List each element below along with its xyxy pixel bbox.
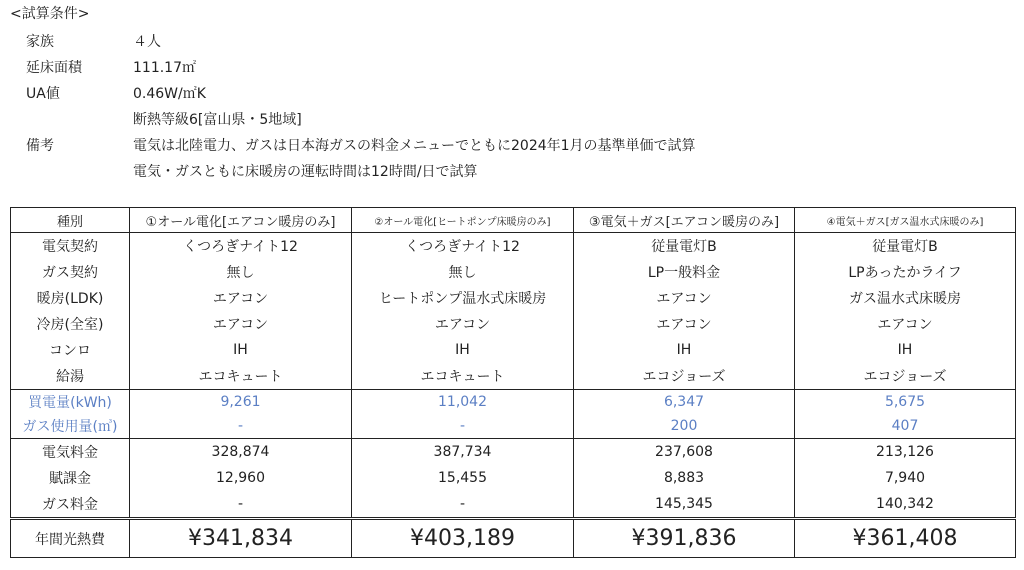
table-cell: 従量電灯B [574, 233, 795, 260]
row-label: 電気契約 [11, 233, 130, 260]
table-row-usage [11, 390, 1016, 415]
table-cell: - [352, 414, 574, 439]
header-cell: 種別 [11, 208, 130, 233]
table-row-usage [11, 414, 1016, 439]
header-cell: ③電気＋ガス[エアコン暖房のみ] [574, 208, 795, 233]
row-label: 給湯 [11, 363, 130, 390]
table-cell: IH [352, 337, 574, 363]
table-cell: - [130, 414, 352, 439]
condition-value: ４人 [133, 34, 161, 50]
table-cell: 15,455 [352, 465, 574, 491]
row-label: ガス使用量(㎥) [11, 414, 130, 439]
table-cell: 140,342 [795, 491, 1016, 519]
total-cell: ¥341,834 [130, 519, 352, 558]
table-cell: エアコン [574, 285, 795, 311]
table-row [11, 337, 1016, 363]
row-label: コンロ [11, 337, 130, 363]
table-cell: エアコン [352, 311, 574, 337]
total-cell: ¥403,189 [352, 519, 574, 558]
table-cell: エアコン [795, 311, 1016, 337]
table-row [11, 285, 1016, 311]
table-cell: - [352, 491, 574, 519]
table-cell: 200 [574, 414, 795, 439]
header-cell: ①オール電化[エアコン暖房のみ] [130, 208, 352, 233]
row-label: 冷房(全室) [11, 311, 130, 337]
condition-label: 備考 [26, 138, 54, 154]
row-label: 賦課金 [11, 465, 130, 491]
conditions-title: <試算条件> [10, 6, 90, 22]
table-cell: LP一般料金 [574, 259, 795, 285]
header-cell: ④電気＋ガス[ガス温水式床暖のみ] [795, 208, 1016, 233]
table-cell: 9,261 [130, 390, 352, 415]
table-cell: エアコン [130, 285, 352, 311]
table-cell: LPあったかライフ [795, 259, 1016, 285]
condition-label: 延床面積 [26, 60, 82, 76]
row-label: 暖房(LDK) [11, 285, 130, 311]
condition-label: UA値 [26, 86, 60, 102]
table-cell: エコキュート [130, 363, 352, 390]
table-cell: エアコン [130, 311, 352, 337]
table-cell: くつろぎナイト12 [130, 233, 352, 260]
table-cell: 5,675 [795, 390, 1016, 415]
total-cell: ¥391,836 [574, 519, 795, 558]
condition-value: 電気・ガスともに床暖房の運転時間は12時間/日で試算 [133, 164, 478, 180]
table-row-cost [11, 465, 1016, 491]
table-cell: 従量電灯B [795, 233, 1016, 260]
row-label: ガス契約 [11, 259, 130, 285]
total-cell: ¥361,408 [795, 519, 1016, 558]
table-cell: 無し [352, 259, 574, 285]
table-cell: 12,960 [130, 465, 352, 491]
condition-note: 断熱等級6[富山県・5地域] [133, 112, 302, 128]
table-cell: 8,883 [574, 465, 795, 491]
table-row [11, 259, 1016, 285]
row-label: 買電量(kWh) [11, 390, 130, 415]
table-cell: 387,734 [352, 439, 574, 466]
table-cell: 無し [130, 259, 352, 285]
table-cell: IH [795, 337, 1016, 363]
table-cell: 407 [795, 414, 1016, 439]
condition-value: 111.17㎡ [133, 60, 196, 76]
table-cell: IH [130, 337, 352, 363]
table-cell: エコジョーズ [795, 363, 1016, 390]
table-cell: くつろぎナイト12 [352, 233, 574, 260]
condition-value: 電気は北陸電力、ガスは日本海ガスの料金メニューでともに2024年1月の基準単価で試算 [133, 138, 696, 154]
table-cell: 11,042 [352, 390, 574, 415]
table-cell: ヒートポンプ温水式床暖房 [352, 285, 574, 311]
row-label: 年間光熱費 [11, 519, 130, 558]
table-cell: IH [574, 337, 795, 363]
condition-value: 0.46W/㎡K [133, 86, 206, 102]
table-cell: 6,347 [574, 390, 795, 415]
table-cell: 7,940 [795, 465, 1016, 491]
table-row [11, 311, 1016, 337]
table-cell: 328,874 [130, 439, 352, 466]
comparison-table [10, 207, 1016, 558]
table-cell: 213,126 [795, 439, 1016, 466]
table-row [11, 233, 1016, 260]
table-cell: エアコン [574, 311, 795, 337]
table-cell: 237,608 [574, 439, 795, 466]
table-row-total [11, 519, 1016, 558]
table-cell: - [130, 491, 352, 519]
row-label: 電気料金 [11, 439, 130, 466]
table-cell: 145,345 [574, 491, 795, 519]
table-cell: エコジョーズ [574, 363, 795, 390]
table-cell: エコキュート [352, 363, 574, 390]
condition-label: 家族 [26, 34, 54, 50]
table-row-cost [11, 491, 1016, 519]
table-cell: ガス温水式床暖房 [795, 285, 1016, 311]
table-row-cost [11, 439, 1016, 466]
table-header-row [11, 208, 1016, 233]
table-row [11, 363, 1016, 390]
header-cell: ②オール電化[ヒートポンプ床暖房のみ] [352, 208, 574, 233]
row-label: ガス料金 [11, 491, 130, 519]
